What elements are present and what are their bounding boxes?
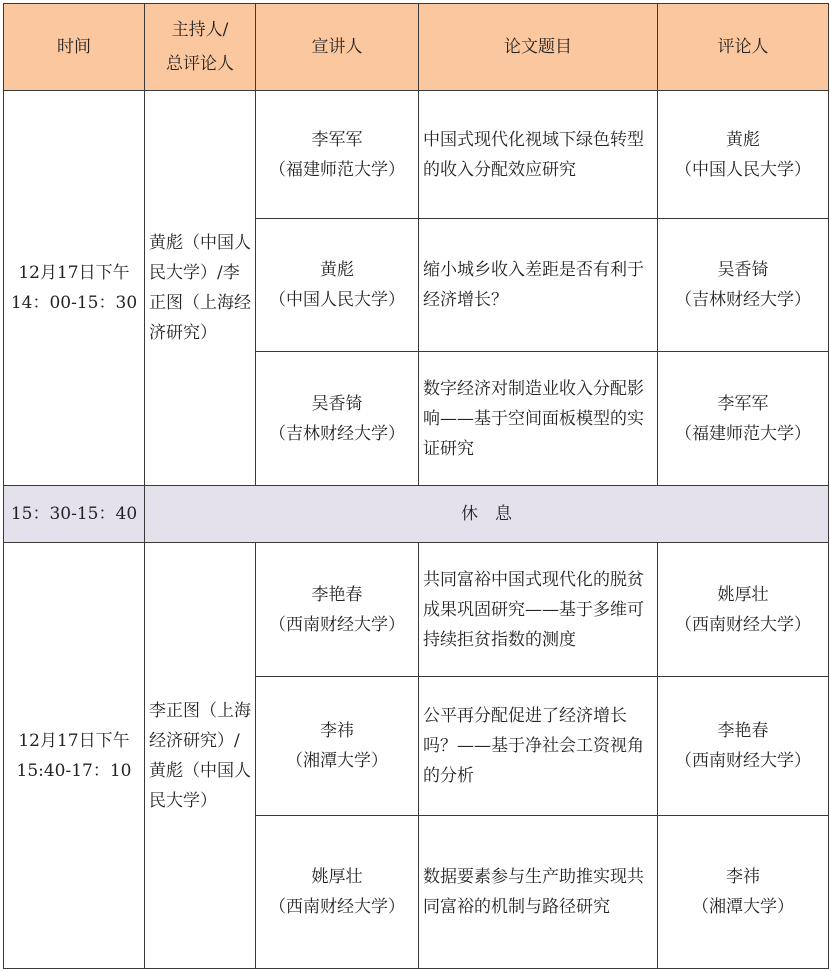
commentator-cell [658,543,829,677]
header-row [4,4,829,91]
paper-title: 公平再分配促进了经济增长吗？——基于净社会工资视角的分析 [419,677,658,816]
session2-host: 李正图（上海经济研究）/黄彪（中国人民大学） [145,543,256,969]
speaker-cell [256,543,419,677]
commentator-org: （西南财经大学） [675,614,811,635]
commentator-name: 姚厚壮 [717,584,769,605]
speaker-cell [256,677,419,816]
commentator-name: 黄彪 [726,129,760,150]
header-host-line1: 主持人/ [171,20,229,40]
commentator-org: （中国人民大学） [675,159,811,180]
header-speaker: 宣讲人 [256,4,419,91]
header-time: 时间 [4,4,145,91]
commentator-name: 吴香锜 [717,260,769,280]
commentator-name: 李艳春 [717,721,769,741]
commentator-cell [658,816,829,969]
break-label: 休 息 [145,486,829,543]
speaker-org: （湘潭大学） [286,751,388,771]
speaker-cell [256,352,419,486]
speaker-name: 李艳春 [311,584,363,605]
break-row [4,486,829,543]
session1-time-line2: 14：00-15：30 [10,293,138,313]
speaker-cell [256,219,419,352]
commentator-org: （福建师范大学） [675,423,811,444]
speaker-name: 李祎 [320,721,354,741]
speaker-org: （西南财经大学） [269,897,405,917]
commentator-org: （吉林财经大学） [675,290,811,310]
speaker-org: （西南财经大学） [269,614,405,635]
commentator-cell [658,219,829,352]
session2-time [4,543,145,969]
commentator-cell [658,677,829,816]
speaker-org: （中国人民大学） [269,290,405,310]
session1-time [4,91,145,486]
table-row [4,543,829,677]
speaker-name: 姚厚壮 [311,867,363,887]
commentator-cell [658,352,829,486]
table-row [4,91,829,219]
commentator-org: （西南财经大学） [675,751,811,771]
break-time: 15：30-15：40 [4,486,145,543]
speaker-cell [256,91,419,219]
speaker-org: （吉林财经大学） [269,423,405,444]
paper-title: 数字经济对制造业收入分配影响——基于空间面板模型的实证研究 [419,352,658,486]
session1-host: 黄彪（中国人民大学）/李正图（上海经济研究） [145,91,256,486]
session1-time-line1: 12月17日下午 [18,263,130,283]
commentator-cell [658,91,829,219]
commentator-name: 李军军 [717,393,769,414]
header-title: 论文题目 [419,4,658,91]
header-commentator: 评论人 [658,4,829,91]
header-host [145,4,256,91]
paper-title: 数据要素参与生产助推实现共同富裕的机制与路径研究 [419,816,658,969]
paper-title: 共同富裕中国式现代化的脱贫成果巩固研究——基于多维可持续拒贫指数的测度 [419,543,658,677]
session2-time-line2: 15:40-17：10 [16,760,132,781]
speaker-cell [256,816,419,969]
speaker-name: 李军军 [311,129,363,150]
commentator-name: 李祎 [726,867,760,887]
speaker-name: 吴香锜 [311,393,363,414]
paper-title: 缩小城乡收入差距是否有利于经济增长？ [419,219,658,352]
session2-time-line1: 12月17日下午 [18,730,130,751]
speaker-org: （福建师范大学） [269,159,405,180]
paper-title: 中国式现代化视域下绿色转型的收入分配效应研究 [419,91,658,219]
header-host-line2: 总评论人 [166,54,234,74]
speaker-name: 黄彪 [320,260,354,280]
schedule-table [3,3,829,969]
commentator-org: （湘潭大学） [692,897,794,917]
